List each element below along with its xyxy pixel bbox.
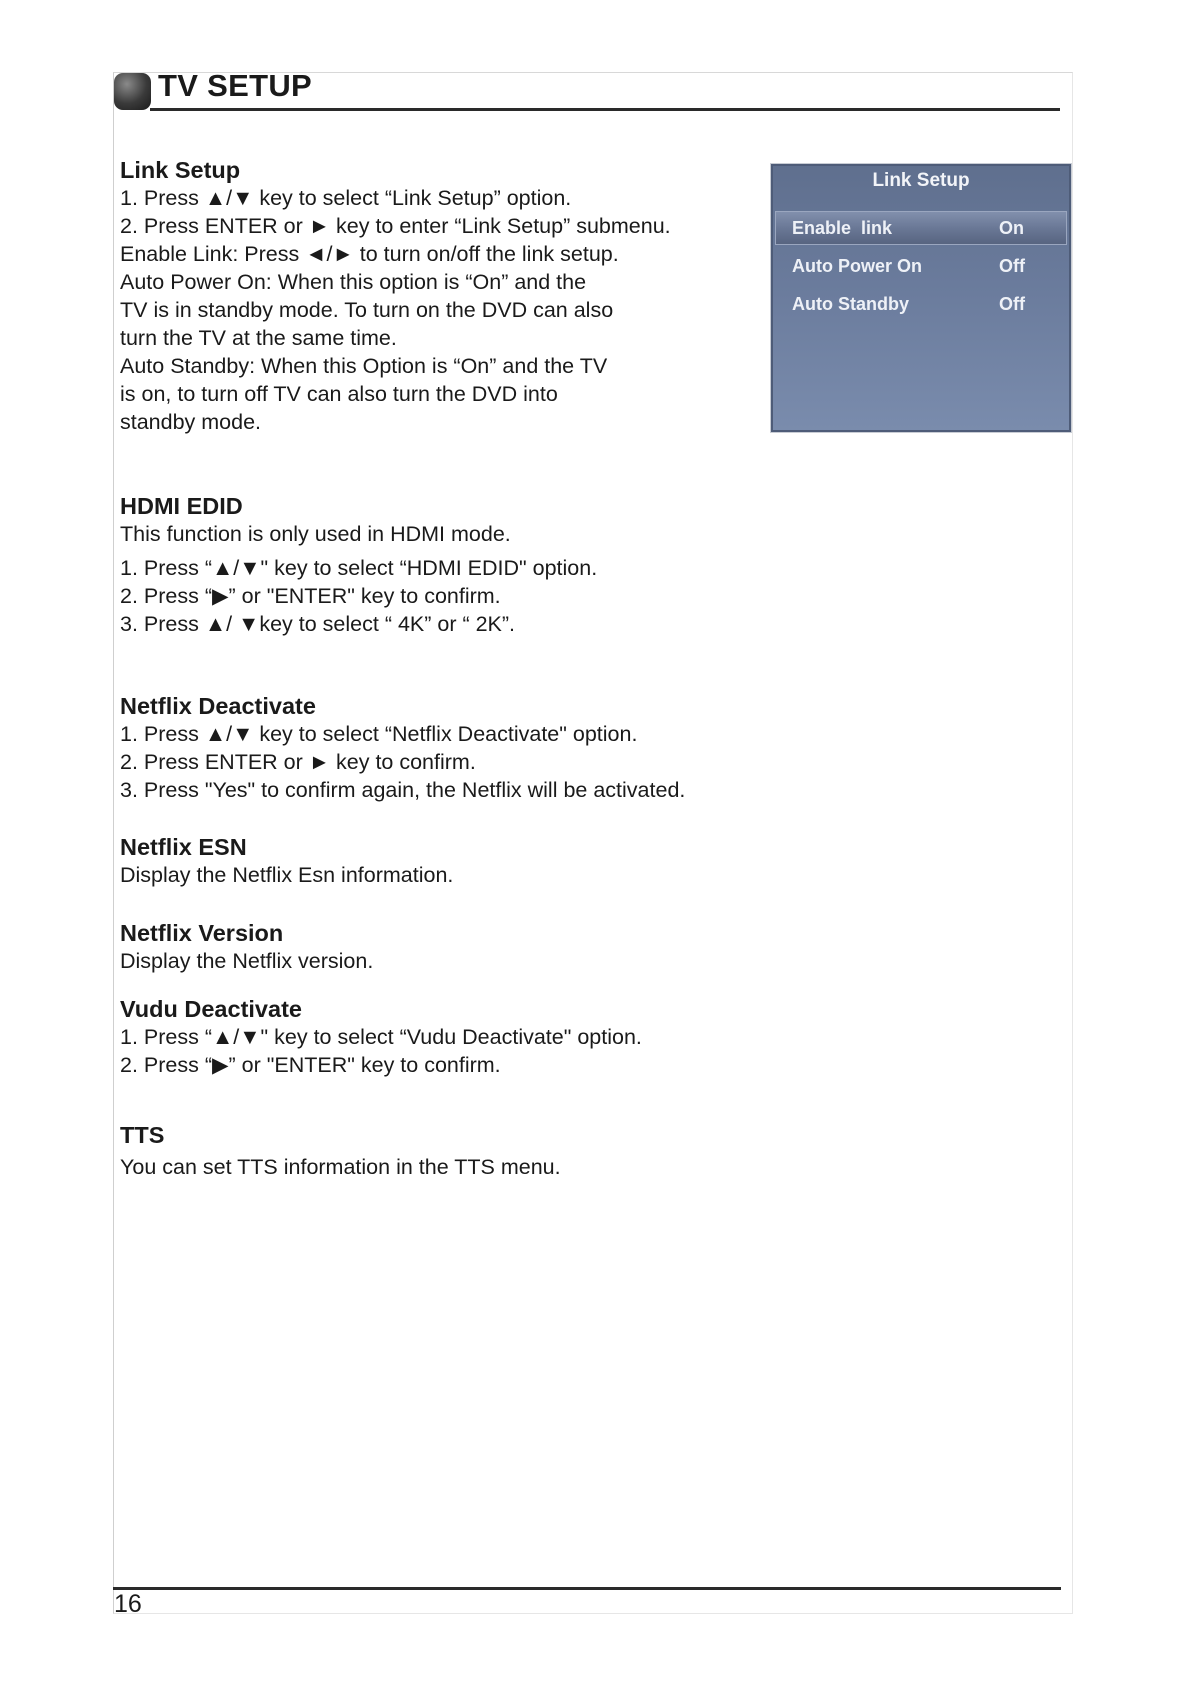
section-heading: Vudu Deactivate (120, 996, 302, 1022)
section-line: 2. Press “▶” or "ENTER" key to confirm. (120, 584, 501, 608)
osd-item-value: Off (999, 256, 1025, 276)
section-heading: HDMI EDID (120, 493, 243, 519)
section-line: 3. Press ▲/ ▼key to select “ 4K” or “ 2K”. (120, 612, 516, 636)
section-line: Auto Power On: When this option is “On” and the (120, 270, 587, 294)
section-line: is on, to turn off TV can also turn the DVD into (120, 382, 558, 406)
section-line: standby mode. (120, 410, 262, 434)
section-line: 2. Press ENTER or ► key to confirm. (120, 750, 476, 774)
section-vudu-deactivate (120, 995, 740, 1079)
section-netflix-version (120, 919, 740, 975)
section-heading: Netflix ESN (120, 834, 247, 860)
section-line: This function is only used in HDMI mode. (120, 522, 511, 546)
osd-item-auto-standby[interactable] (775, 287, 1067, 321)
section-heading: Link Setup (120, 157, 241, 183)
section-link-setup (120, 156, 740, 436)
osd-menu-title: Link Setup (872, 170, 970, 191)
section-line: Display the Netflix version. (120, 949, 374, 973)
osd-item-value: On (999, 218, 1024, 238)
osd-item-enable-link[interactable] (775, 211, 1067, 245)
section-netflix-deactivate (120, 692, 740, 804)
section-hdmi-edid (120, 492, 740, 638)
section-line: 2. Press ENTER or ► key to enter “Link Setup” submenu. (120, 214, 671, 238)
section-heading: Netflix Deactivate (120, 693, 316, 719)
section-heading: TTS (120, 1122, 165, 1148)
section-line: 1. Press ▲/▼ key to select “Link Setup” option. (120, 186, 572, 210)
osd-item-label: Auto Power On (792, 256, 922, 276)
section-line: Display the Netflix Esn information. (120, 863, 454, 887)
section-bullet-icon (114, 73, 151, 110)
osd-item-label: Enable link (792, 218, 893, 238)
section-line: 2. Press “▶” or "ENTER" key to confirm. (120, 1053, 501, 1077)
footer-rule (113, 1587, 1061, 1590)
section-line: 1. Press “▲/▼" key to select “HDMI EDID" option. (120, 556, 598, 580)
link-setup-osd-menu (770, 163, 1072, 433)
page-number: 16 (114, 1590, 142, 1618)
section-line: 3. Press "Yes" to confirm again, the Netflix will be activated. (120, 778, 686, 802)
section-line: TV is in standby mode. To turn on the DVD can also (120, 298, 614, 322)
header-rule (150, 108, 1060, 111)
section-line: 1. Press “▲/▼" key to select “Vudu Deactivate" option. (120, 1025, 642, 1049)
section-tts (120, 1121, 740, 1181)
section-line: Auto Standby: When this Option is “On” and the TV (120, 354, 608, 378)
manual-content (120, 156, 740, 1181)
osd-item-auto-power-on[interactable] (775, 249, 1067, 283)
section-heading: Netflix Version (120, 920, 284, 946)
page-title: TV SETUP (158, 68, 312, 103)
osd-item-value: Off (999, 294, 1025, 314)
section-line: turn the TV at the same time. (120, 326, 397, 350)
section-line: You can set TTS information in the TTS menu. (120, 1155, 561, 1179)
osd-item-label: Auto Standby (792, 294, 909, 314)
section-line: Enable Link: Press ◄/► to turn on/off the link setup. (120, 242, 619, 266)
section-line: 1. Press ▲/▼ key to select “Netflix Deactivate" option. (120, 722, 638, 746)
section-netflix-esn (120, 833, 740, 889)
